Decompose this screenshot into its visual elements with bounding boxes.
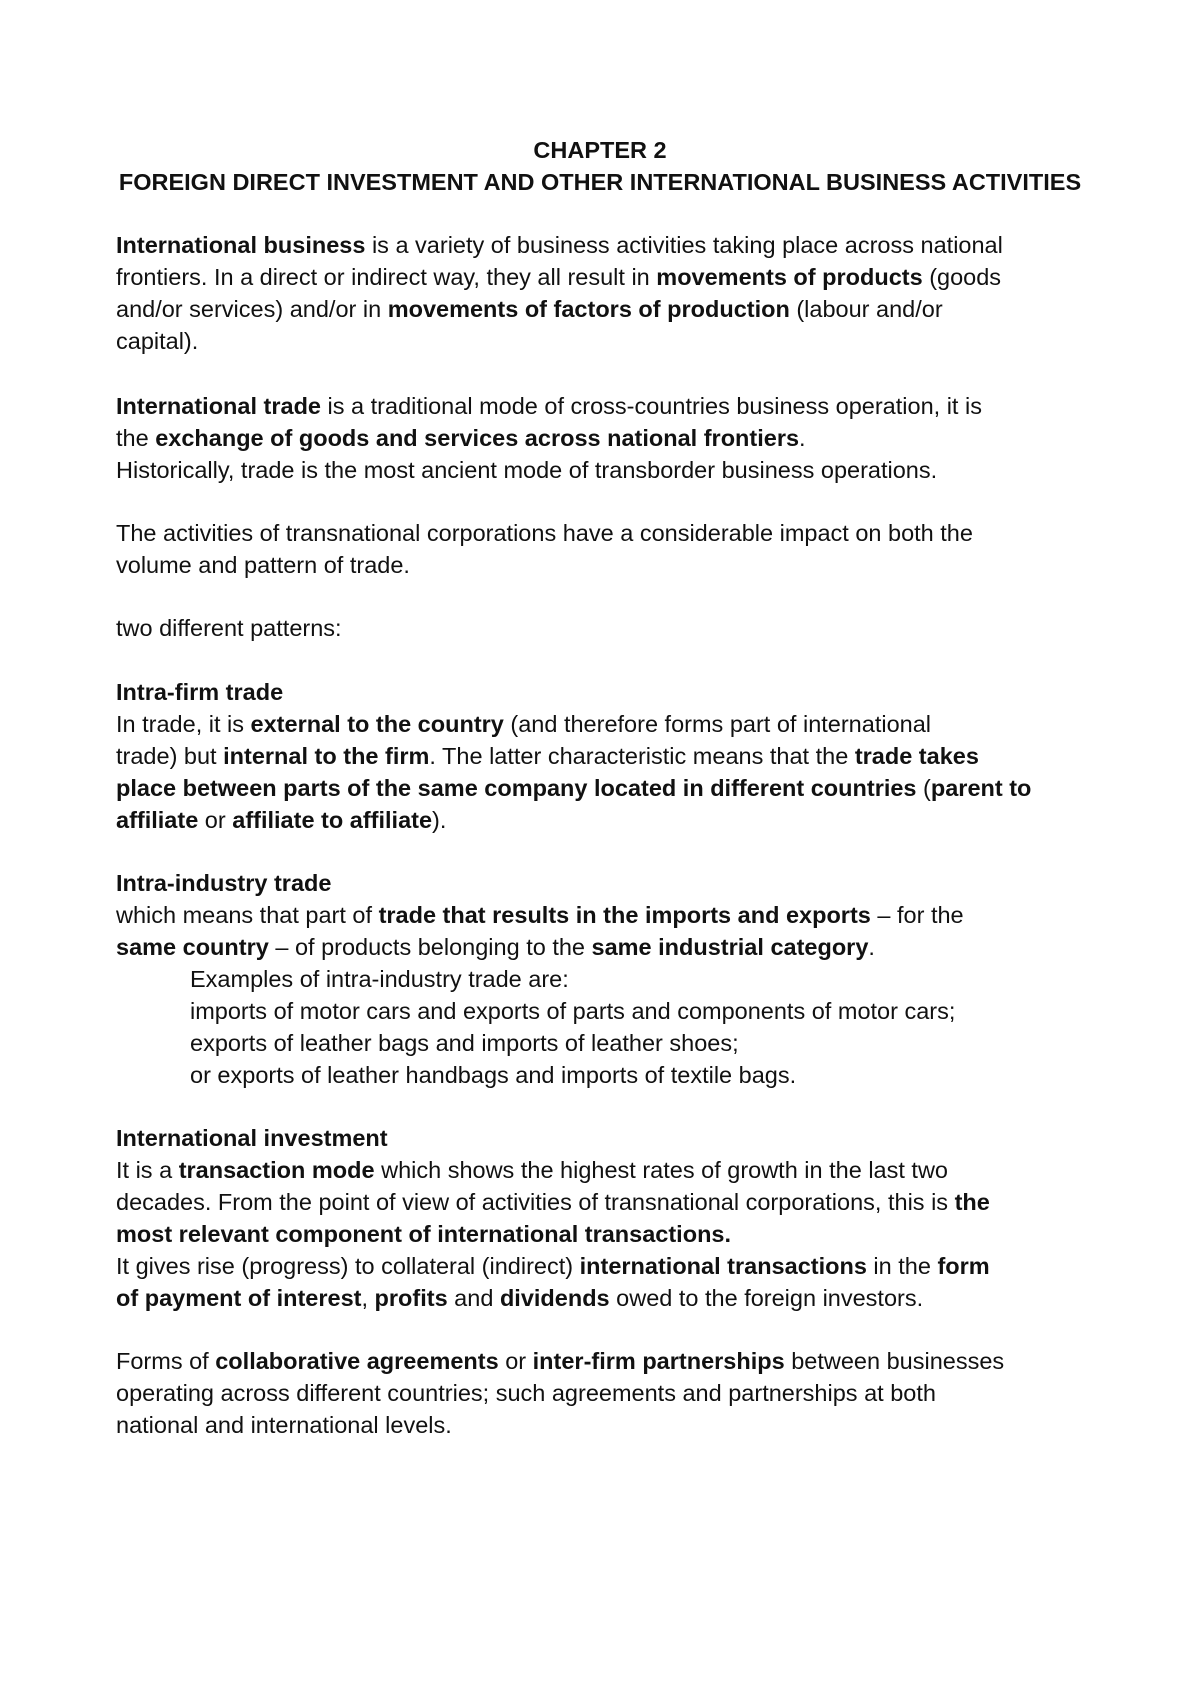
example-item: imports of motor cars and exports of parts and components of motor cars;: [190, 998, 956, 1024]
paragraph-line: The activities of transnational corporations have a considerable impact on both the: [116, 520, 973, 546]
bold-term: affiliate: [116, 807, 199, 833]
section-heading: Intra-firm trade: [116, 679, 284, 705]
paragraph-line: [116, 804, 1116, 836]
bold-term: dividends: [499, 1285, 610, 1311]
text-run: frontiers. In a direct or indirect way, they all result in: [116, 264, 657, 290]
bold-term: internal to the firm: [223, 743, 430, 769]
paragraph-line: Historically, trade is the most ancient mode of transborder business operations.: [116, 457, 938, 483]
example-item: or exports of leather handbags and imports of textile bags.: [190, 1062, 797, 1088]
text-run: ).: [432, 807, 447, 833]
paragraph-line: [116, 422, 1116, 454]
bold-term: affiliate to affiliate: [232, 807, 433, 833]
text-run: is a variety of business activities taking place across national: [365, 232, 1003, 258]
text-run: is a traditional mode of cross-countries business operation, it is: [321, 393, 982, 419]
paragraph-line: national and international levels.: [116, 1412, 452, 1438]
paragraph-line: [116, 1154, 1116, 1186]
text-run: In trade, it is: [116, 711, 251, 737]
text-run: which shows the highest rates of growth in the last two: [374, 1157, 948, 1183]
section-heading: Intra-industry trade: [116, 870, 332, 896]
bold-term: trade takes: [854, 743, 979, 769]
text-run: ,: [361, 1285, 375, 1311]
text-run: Forms of: [116, 1348, 216, 1374]
text-run: .: [799, 425, 806, 451]
bold-term: the: [954, 1189, 990, 1215]
bold-term: movements of products: [656, 264, 923, 290]
paragraph-line: [116, 708, 1116, 740]
paragraph-line: [116, 931, 1116, 963]
text-run: decades. From the point of view of activities of transnational corporations, this is: [116, 1189, 955, 1215]
example-item: exports of leather bags and imports of leather shoes;: [190, 1030, 739, 1056]
bold-term: trade that results in the imports and exports: [378, 902, 871, 928]
chapter-number: CHAPTER 2: [533, 137, 667, 163]
bold-term: profits: [374, 1285, 448, 1311]
bold-term: of payment of interest: [116, 1285, 362, 1311]
text-run: . The latter characteristic means that the: [429, 743, 855, 769]
text-run: or: [498, 1348, 533, 1374]
text-run: It gives rise (progress) to collateral (indirect): [116, 1253, 580, 1279]
paragraph-line: capital).: [116, 328, 199, 354]
text-run: – of products belonging to the: [268, 934, 592, 960]
text-run: between businesses: [784, 1348, 1005, 1374]
bold-term: parent to: [930, 775, 1032, 801]
text-run: – for the: [870, 902, 964, 928]
bold-term: external to the country: [250, 711, 504, 737]
bold-term: International trade: [116, 393, 322, 419]
paragraph-line: [116, 1250, 1116, 1282]
bold-term: International business: [116, 232, 366, 258]
paragraph-line: [116, 390, 1116, 422]
bold-term: collaborative agreements: [215, 1348, 499, 1374]
bold-term: international transactions: [579, 1253, 867, 1279]
text-run: and: [447, 1285, 500, 1311]
paragraph-line: [116, 740, 1116, 772]
text-run: trade) but: [116, 743, 224, 769]
text-run: and/or services) and/or in: [116, 296, 388, 322]
paragraph-line: [116, 899, 1116, 931]
text-run: owed to the foreign investors.: [609, 1285, 924, 1311]
text-run: It is a: [116, 1157, 179, 1183]
bold-term: same country: [116, 934, 269, 960]
bold-term: place between parts of the same company located in different countries: [116, 775, 917, 801]
text-run: the: [116, 425, 156, 451]
paragraph-line: [116, 1345, 1116, 1377]
paragraph-line: [116, 772, 1116, 804]
text-run: .: [868, 934, 875, 960]
chapter-title: FOREIGN DIRECT INVESTMENT AND OTHER INTERNATIONAL BUSINESS ACTIVITIES: [118, 169, 1082, 195]
examples-intro: Examples of intra-industry trade are:: [190, 966, 569, 992]
paragraph-line: [116, 229, 1116, 261]
text-run: in the: [866, 1253, 938, 1279]
bold-term: transaction mode: [178, 1157, 375, 1183]
bold-term: form: [937, 1253, 990, 1279]
text-run: (: [916, 775, 931, 801]
text-run: (labour and/or: [789, 296, 943, 322]
paragraph-line: [116, 1186, 1116, 1218]
paragraph-line: two different patterns:: [116, 615, 342, 641]
section-heading: International investment: [116, 1125, 388, 1151]
paragraph-line: [116, 261, 1116, 293]
text-run: which means that part of: [116, 902, 379, 928]
bold-term: exchange of goods and services across national frontiers: [155, 425, 800, 451]
bold-term: inter-firm partnerships: [532, 1348, 785, 1374]
text-run: or: [198, 807, 233, 833]
paragraph-line: most relevant component of international transactions.: [116, 1221, 732, 1247]
bold-term: same industrial category: [591, 934, 869, 960]
paragraph-line: operating across different countries; such agreements and partnerships at both: [116, 1380, 936, 1406]
paragraph-line: [116, 1282, 1116, 1314]
paragraph-line: [116, 293, 1116, 325]
paragraph-line: volume and pattern of trade.: [116, 552, 410, 578]
text-run: (and therefore forms part of international: [503, 711, 932, 737]
bold-term: movements of factors of production: [387, 296, 790, 322]
text-run: (goods: [922, 264, 1002, 290]
